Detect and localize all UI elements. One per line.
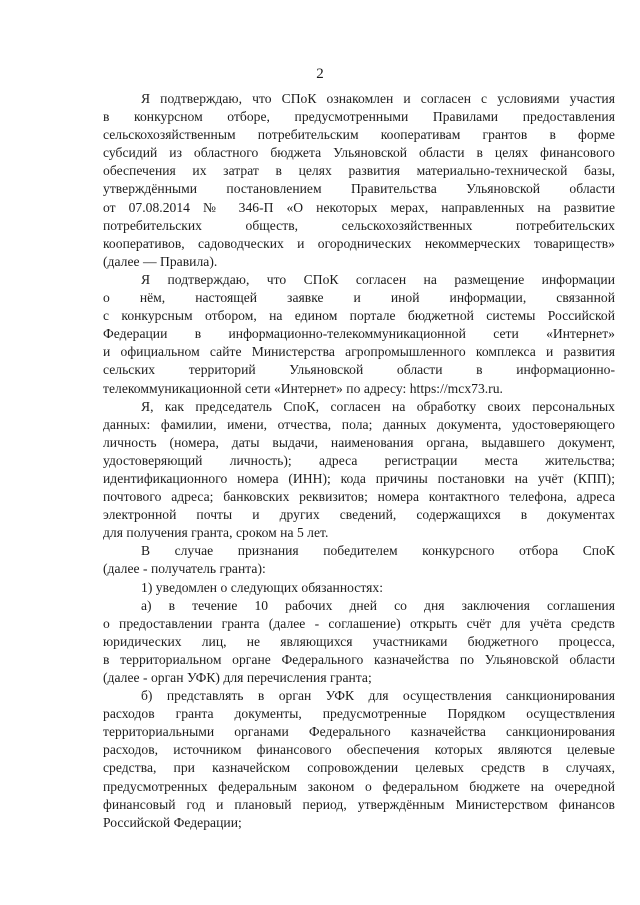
text-line: о предоставлении гранта (далее - соглашение) открыть счёт для учёта средств: [103, 615, 615, 631]
text-line: юридических лиц, не являющихся участниками бюджетного процесса,: [103, 633, 615, 649]
text-line: сельскохозяйственным потребительским кооперативам грантов в форме: [103, 127, 615, 143]
text-line: 1) уведомлен о следующих обязанностях:: [141, 579, 384, 595]
text-line: потребительских обществ, сельскохозяйственных потребительских: [103, 217, 615, 233]
text-line: В случае признания победителем конкурсного отбора СпоК: [141, 543, 615, 559]
text-line: данных: фамилии, имени, отчества, пола; данных документа, удостоверяющего: [103, 416, 615, 432]
text-line: сельских территорий Ульяновской области в информационно-: [103, 362, 615, 378]
text-line: финансовый год и плановый период, утверждённым Министерством финансов: [103, 796, 615, 812]
page-number: 2: [316, 66, 324, 82]
paragraph-confirm-publication: [103, 271, 615, 398]
paragraph-personal-data-consent: [103, 398, 615, 543]
text-line: почтового адреса; банковских реквизитов; номера контактного телефона, адреса: [103, 489, 615, 505]
text-line: Я подтверждаю, что СПоК ознакомлен и согласен с условиями участия: [141, 91, 615, 106]
paragraph-winner-case: [103, 542, 615, 578]
text-line: (далее — Правила).: [103, 253, 218, 269]
text-line: (далее - получатель гранта):: [103, 561, 266, 577]
text-line: о нём, настоящей заявке и иной информации, связанной: [103, 290, 615, 306]
text-line: (далее - орган УФК) для перечисления гранта;: [103, 670, 372, 685]
text-line: идентификационного номера (ИНН); кода причины постановки на учёт (КПП);: [103, 470, 615, 486]
text-line: расходов, источником финансового обеспечения которых являются целевые: [103, 742, 615, 758]
text-line: средства, при казначейском сопровождении целевых средств в случаях,: [103, 760, 615, 776]
paragraph-notified-duties: [103, 579, 615, 597]
text-line: с конкурсным отбором, на едином портале бюджетной системы Российской: [103, 308, 615, 324]
text-line: от 07.08.2014 № 346-П «О некоторых мерах, направленных на развитие: [103, 199, 615, 215]
text-line: телекоммуникационной сети «Интернет» по адресу: https://mcx73.ru.: [103, 380, 503, 396]
text-line: предусмотренных федеральным законом о федеральном бюджете на очередной: [103, 778, 615, 794]
text-line: удостоверяющий личность); адреса регистрации места жительства;: [103, 452, 615, 468]
text-line: в территориальном органе Федерального казначейства по Ульяновской области: [103, 651, 615, 667]
text-line: утверждёнными постановлением Правительства Ульяновской области: [103, 181, 615, 197]
text-line: для получения гранта, сроком на 5 лет.: [103, 525, 329, 541]
text-line: и официальном сайте Министерства агропромышленного комплекса и развития: [103, 344, 615, 360]
text-line: а) в течение 10 рабочих дней со дня заключения соглашения: [141, 597, 615, 613]
text-line: личность (номера, даты выдачи, наименования органа, выдавшего документ,: [103, 434, 615, 450]
text-line: электронной почты и других сведений, содержащихся в документах: [103, 507, 615, 523]
text-line: расходов гранта документы, предусмотренные Порядком осуществления: [103, 706, 615, 722]
paragraph-confirm-familiar: [103, 90, 615, 271]
paragraph-duty-a: [103, 597, 615, 687]
text-line: б) представлять в орган УФК для осуществления санкционирования: [141, 688, 615, 704]
paragraph-duty-b: [103, 687, 615, 832]
document-body: [103, 90, 615, 832]
text-line: кооперативов, садоводческих и огороднических некоммерческих товариществ»: [103, 235, 615, 251]
text-line: Федерации в информационно-телекоммуникационной сети «Интернет»: [103, 326, 615, 342]
text-line: территориальными органами Федерального казначейства санкционирования: [103, 724, 615, 740]
text-line: обеспечения их затрат в целях развития материально-технической базы,: [103, 163, 615, 179]
text-line: Я подтверждаю, что СПоК согласен на размещение информации: [141, 271, 615, 287]
text-line: Российской Федерации;: [103, 814, 242, 830]
text-line: в конкурсном отборе, предусмотренными Правилами предоставления: [103, 109, 615, 125]
text-line: Я, как председатель СпоК, согласен на обработку своих персональных: [141, 398, 615, 414]
text-line: субсидий из областного бюджета Ульяновской области в целях финансового: [103, 145, 615, 161]
